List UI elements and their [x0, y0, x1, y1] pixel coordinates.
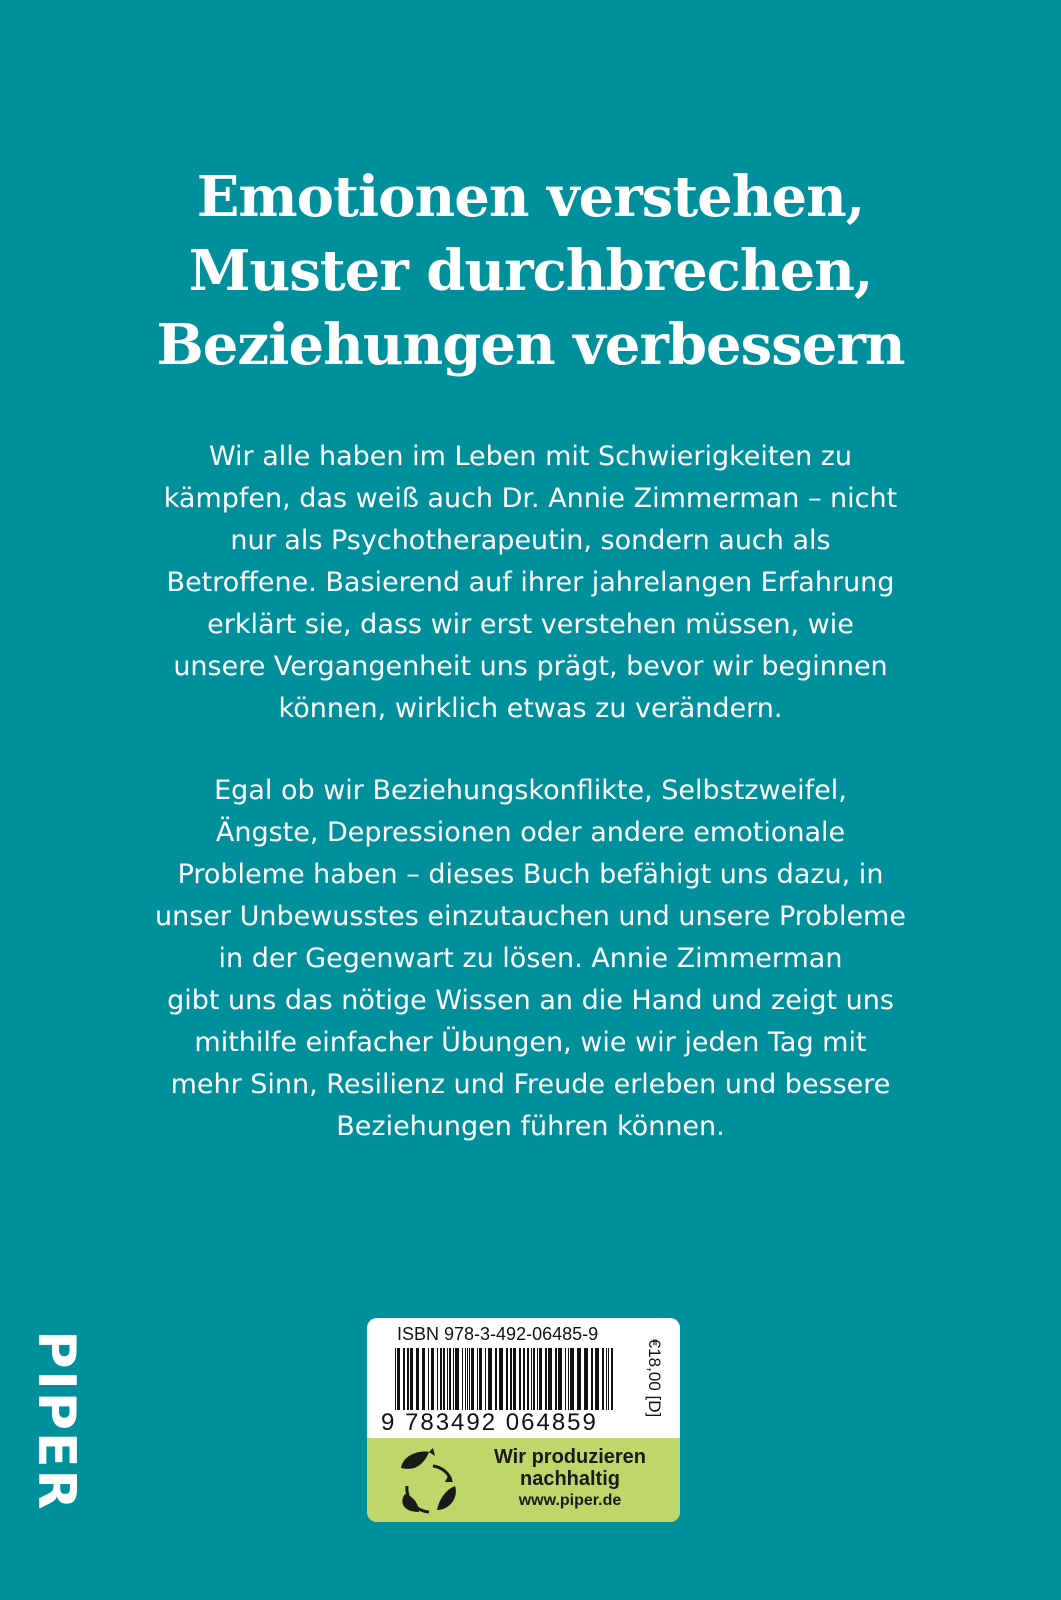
barcode-bar	[506, 1348, 508, 1410]
text-line: mehr Sinn, Resilienz und Freude erleben und bessere	[170, 1069, 891, 1100]
text-line: unsere Vergangenheit uns prägt, bevor wir beginnen	[173, 651, 888, 682]
barcode-bar	[523, 1348, 525, 1410]
barcode-bar	[488, 1348, 492, 1410]
barcode-bar	[558, 1348, 562, 1410]
eco-text	[475, 1446, 665, 1512]
text-line: nur als Psychotherapeutin, sondern auch als	[230, 525, 831, 556]
barcode-bar	[565, 1348, 566, 1410]
barcode-bar	[440, 1348, 442, 1410]
text-line: unser Unbewusstes einzutauchen und unsere Probleme	[155, 901, 906, 932]
barcode-bar	[449, 1348, 451, 1410]
barcode-bar	[606, 1348, 607, 1410]
text-line: kämpfen, das weiß auch Dr. Annie Zimmerman – nicht	[163, 483, 898, 514]
text-line: Ängste, Depressionen oder andere emotionale	[215, 817, 846, 848]
eco-badge	[367, 1438, 680, 1522]
barcode-bar	[527, 1348, 529, 1410]
barcode-bar	[397, 1348, 400, 1410]
barcode-bar	[407, 1348, 409, 1410]
blurb-paragraph-2	[100, 770, 961, 1148]
eco-line-2: nachhaltig	[519, 1468, 620, 1490]
barcode-bar	[555, 1348, 557, 1410]
barcode-label	[367, 1318, 680, 1522]
blurb-paragraph-1	[100, 436, 961, 730]
barcode-bar	[455, 1348, 459, 1410]
barcode-bar	[602, 1348, 604, 1410]
barcode-bar	[416, 1348, 419, 1410]
text-line: Egal ob wir Beziehungskonflikte, Selbstzweifel,	[214, 775, 847, 806]
barcode-bar	[513, 1348, 516, 1410]
barcode-bar	[447, 1348, 448, 1410]
barcode-bar	[510, 1348, 512, 1410]
barcode-bar	[403, 1348, 405, 1410]
barcode-digits: 9 783492 064859	[381, 1409, 598, 1436]
barcode-bar	[471, 1348, 474, 1410]
barcode-bar	[495, 1348, 497, 1410]
barcode-bar	[537, 1348, 538, 1410]
headline	[60, 160, 1001, 382]
recycle-leaves-icon	[393, 1446, 463, 1516]
barcode-bar	[595, 1348, 599, 1410]
barcode-bar	[428, 1348, 429, 1410]
text-line: Beziehungen führen können.	[336, 1111, 725, 1142]
barcode-bar	[568, 1348, 569, 1410]
barcode-bar	[465, 1348, 466, 1410]
barcode-bar	[443, 1348, 445, 1410]
barcode-bar	[545, 1348, 547, 1410]
text-line: in der Gegenwart zu lösen. Annie Zimmerman	[218, 943, 843, 974]
barcode-bar	[608, 1348, 609, 1410]
barcode-bar	[469, 1348, 470, 1410]
barcode-bars	[395, 1348, 635, 1410]
barcode-bar	[453, 1348, 454, 1410]
barcode-bar	[477, 1348, 478, 1410]
barcode-bar	[431, 1348, 434, 1410]
barcode-bar	[467, 1348, 468, 1410]
text-line: Probleme haben – dieses Buch befähigt uns dazu, in	[177, 859, 884, 890]
barcode-bar	[548, 1348, 552, 1410]
barcode-bar	[591, 1348, 593, 1410]
barcode-bar	[437, 1348, 438, 1410]
price-text: €18,00 [D]	[645, 1338, 664, 1418]
publisher-logo	[26, 1328, 86, 1514]
text-line: mithilfe einfacher Übungen, wie wir jeden Tag mit	[194, 1027, 867, 1058]
barcode-bar	[479, 1348, 482, 1410]
text-line: erklärt sie, dass wir erst verstehen müssen, wie	[207, 609, 854, 640]
barcode-bar	[422, 1348, 425, 1410]
barcode-bar	[531, 1348, 532, 1410]
eco-url: www.piper.de	[518, 1492, 622, 1509]
barcode-bar	[577, 1348, 581, 1410]
headline-line: Emotionen verstehen,	[196, 164, 865, 230]
text-line: Betroffene. Basierend auf ihrer jahrelangen Erfahrung	[166, 567, 895, 598]
barcode-bar	[533, 1348, 535, 1410]
barcode-bar	[584, 1348, 588, 1410]
barcode-bar	[485, 1348, 486, 1410]
barcode-bar	[410, 1348, 413, 1410]
barcode-bar	[539, 1348, 542, 1410]
publisher-name: PIPER	[26, 1330, 86, 1512]
text-line: können, wirklich etwas zu verändern.	[278, 693, 783, 724]
headline-line: Muster durchbrechen,	[188, 238, 873, 304]
barcode-bar	[570, 1348, 574, 1410]
isbn-label: ISBN 978-3-492-06485-9	[397, 1324, 599, 1344]
text-line: gibt uns das nötige Wissen an die Hand und zeigt uns	[167, 985, 894, 1016]
barcode-bar	[499, 1348, 503, 1410]
barcode-bar	[462, 1348, 463, 1410]
barcode-bar	[519, 1348, 521, 1410]
headline-line: Beziehungen verbessern	[156, 312, 905, 378]
barcode-bar	[611, 1348, 613, 1410]
price-label	[639, 1328, 669, 1428]
eco-line-1: Wir produzieren	[493, 1446, 647, 1468]
text-line: Wir alle haben im Leben mit Schwierigkeiten zu	[208, 441, 853, 472]
barcode-bar	[395, 1348, 396, 1410]
